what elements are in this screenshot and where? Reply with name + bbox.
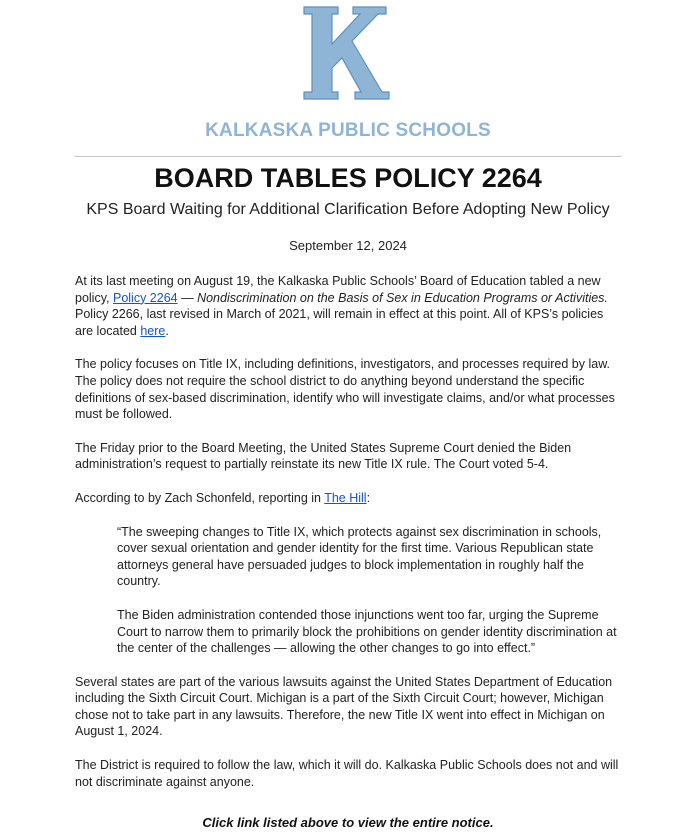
- paragraph-text: At its last meeting on August 19, the Kalkaska Public Schools’ Board of Education tabled a new policy,: [75, 274, 601, 305]
- quote-block: [117, 524, 620, 657]
- policy-2264-link[interactable]: Policy 2264: [112, 290, 178, 305]
- paragraph-text: Policy 2266, last revised in March of 2021, will remain in effect at this point. All of KPS’s policies are located: [75, 307, 604, 338]
- paragraph-district: The District is required to follow the law, which it will do. Kalkaska Public Schools does not and will not discriminate against anyone.: [75, 758, 619, 789]
- paragraph-text: According to by Zach Schonfeld, reporting in: [75, 490, 325, 505]
- publish-date: September 12, 2024: [289, 238, 407, 253]
- header-divider: [75, 156, 621, 157]
- paragraph-text: :: [366, 490, 371, 505]
- policies-here-link[interactable]: here: [140, 323, 166, 338]
- the-hill-link[interactable]: The Hill: [324, 490, 367, 505]
- paragraph-states: Several states are part of the various lawsuits against the United States Department of Education including the Sixth Circuit Court. Michigan is a part of the Sixth Circuit Court; however, Michigan chose not to take part in any lawsuits. Therefore, the new Title IX went into effect in Michigan on August 1, 2024.: [75, 674, 613, 739]
- page-title: BOARD TABLES POLICY 2264: [154, 163, 542, 193]
- footer-note: Click link listed above to view the entire notice.: [202, 815, 494, 830]
- paragraph-intro: [75, 273, 620, 339]
- paragraph-according-to: [75, 490, 620, 507]
- paragraph-text: —: [177, 290, 198, 305]
- kalkaska-k-logo-icon: [300, 4, 392, 102]
- article-body: [75, 273, 620, 807]
- page-subtitle: KPS Board Waiting for Additional Clarification Before Adopting New Policy: [86, 201, 610, 218]
- paragraph-supreme-court: The Friday prior to the Board Meeting, the United States Supreme Court denied the Biden administration’s request to partially reinstate its new Title IX rule. The Court voted 5-4.: [75, 440, 572, 472]
- school-name: KALKASKA PUBLIC SCHOOLS: [205, 120, 491, 141]
- policy-title-italic: Nondiscrimination on the Basis of Sex in Education Programs or Activities.: [197, 290, 608, 305]
- paragraph-text: .: [165, 323, 169, 338]
- quote-paragraph-1: “The sweeping changes to Title IX, which protects against sex discrimination in schools, cover sexual orientation and gender identity for the first time. Various Republican state attorneys general have persuaded judges to block implementation in roughly half the country.: [117, 524, 602, 589]
- paragraph-policy-focus: The policy focuses on Title IX, including definitions, investigators, and processes required by law. The policy does not require the school district to do anything beyond understand the specific definitions of sex-based discrimination, identify who will investigate claims, and/or what processes must be followed.: [75, 357, 615, 422]
- quote-paragraph-2: The Biden administration contended those injunctions went too far, urging the Supreme Court to narrow them to primarily block the prohibitions on gender identity discrimination at the center of the challenges — allowing the other changes to go into effect.”: [117, 607, 617, 656]
